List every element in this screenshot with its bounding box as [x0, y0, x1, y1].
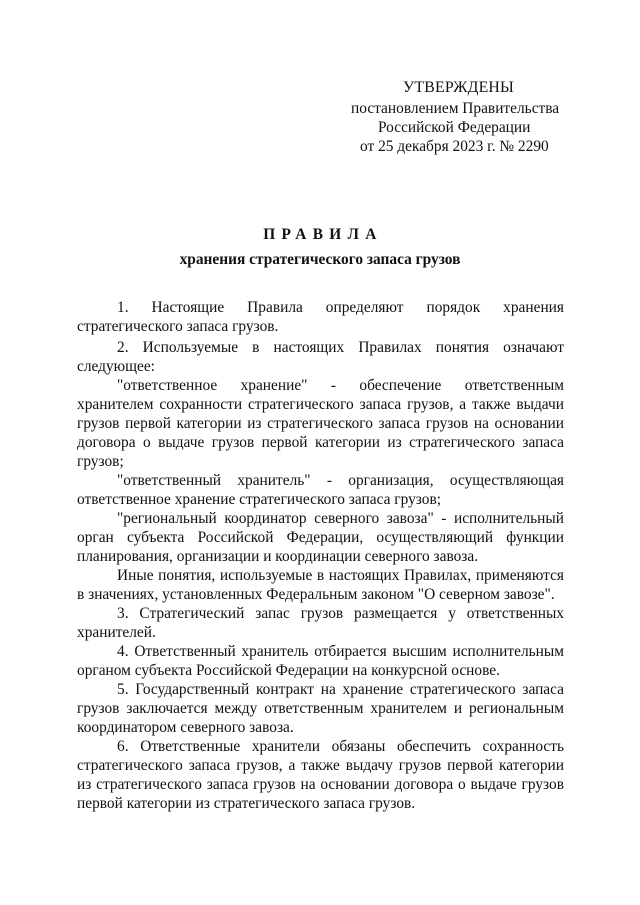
approval-heading: УТВЕРЖДЕНЫ	[403, 79, 515, 96]
paragraph-other-terms: Иные понятия, используемые в настоящих Правилах, применяются в значениях, установленных Федеральным законом "О северном завозе".	[77, 567, 564, 603]
paragraph-3: 3. Стратегический запас грузов размещается у ответственных хранителей.	[77, 605, 564, 641]
approval-line-2: Российской Федерации	[378, 119, 531, 136]
paragraph-definition-coordinator: "региональный координатор северного завоза" - исполнительный орган субъекта Российской Федерации, осуществляющий функции планирования, организации и координации северного завоза.	[77, 510, 564, 565]
document-body	[77, 298, 564, 813]
paragraph-5: 5. Государственный контракт на хранение стратегического запаса грузов заключается между ответственным хранителем и региональным координатором северного завоза.	[77, 681, 564, 736]
paragraph-1: 1. Настоящие Правила определяют порядок хранения стратегического запаса грузов.	[77, 299, 564, 335]
paragraph-definition-keeper: "ответственный хранитель" - организация, осуществляющая ответственное хранение стратегического запаса грузов;	[77, 472, 564, 508]
approval-line-1: постановлением Правительства	[351, 100, 560, 117]
approval-line-3: от 25 декабря 2023 г. № 2290	[360, 138, 549, 155]
paragraph-definition-storage: "ответственное хранение" - обеспечение ответственным хранителем сохранности стратегического запаса грузов, а также выдачи грузов первой категории из стратегического запаса грузов на основании договора о выдаче грузов первой категории из стратегического запаса грузов;	[77, 377, 564, 470]
paragraph-2: 2. Используемые в настоящих Правилах понятия означают следующее:	[77, 339, 564, 375]
document-title: ПРАВИЛА	[263, 226, 383, 243]
paragraph-4: 4. Ответственный хранитель отбирается высшим исполнительным органом субъекта Российской Федерации на конкурсной основе.	[77, 643, 564, 679]
document-subtitle: хранения стратегического запаса грузов	[179, 251, 461, 268]
paragraph-6: 6. Ответственные хранители обязаны обеспечить сохранность стратегического запаса грузов, а также выдачу грузов первой категории из стратегического запаса грузов на основании договора о выдаче грузов первой категории из стратегического запаса грузов.	[77, 738, 564, 812]
